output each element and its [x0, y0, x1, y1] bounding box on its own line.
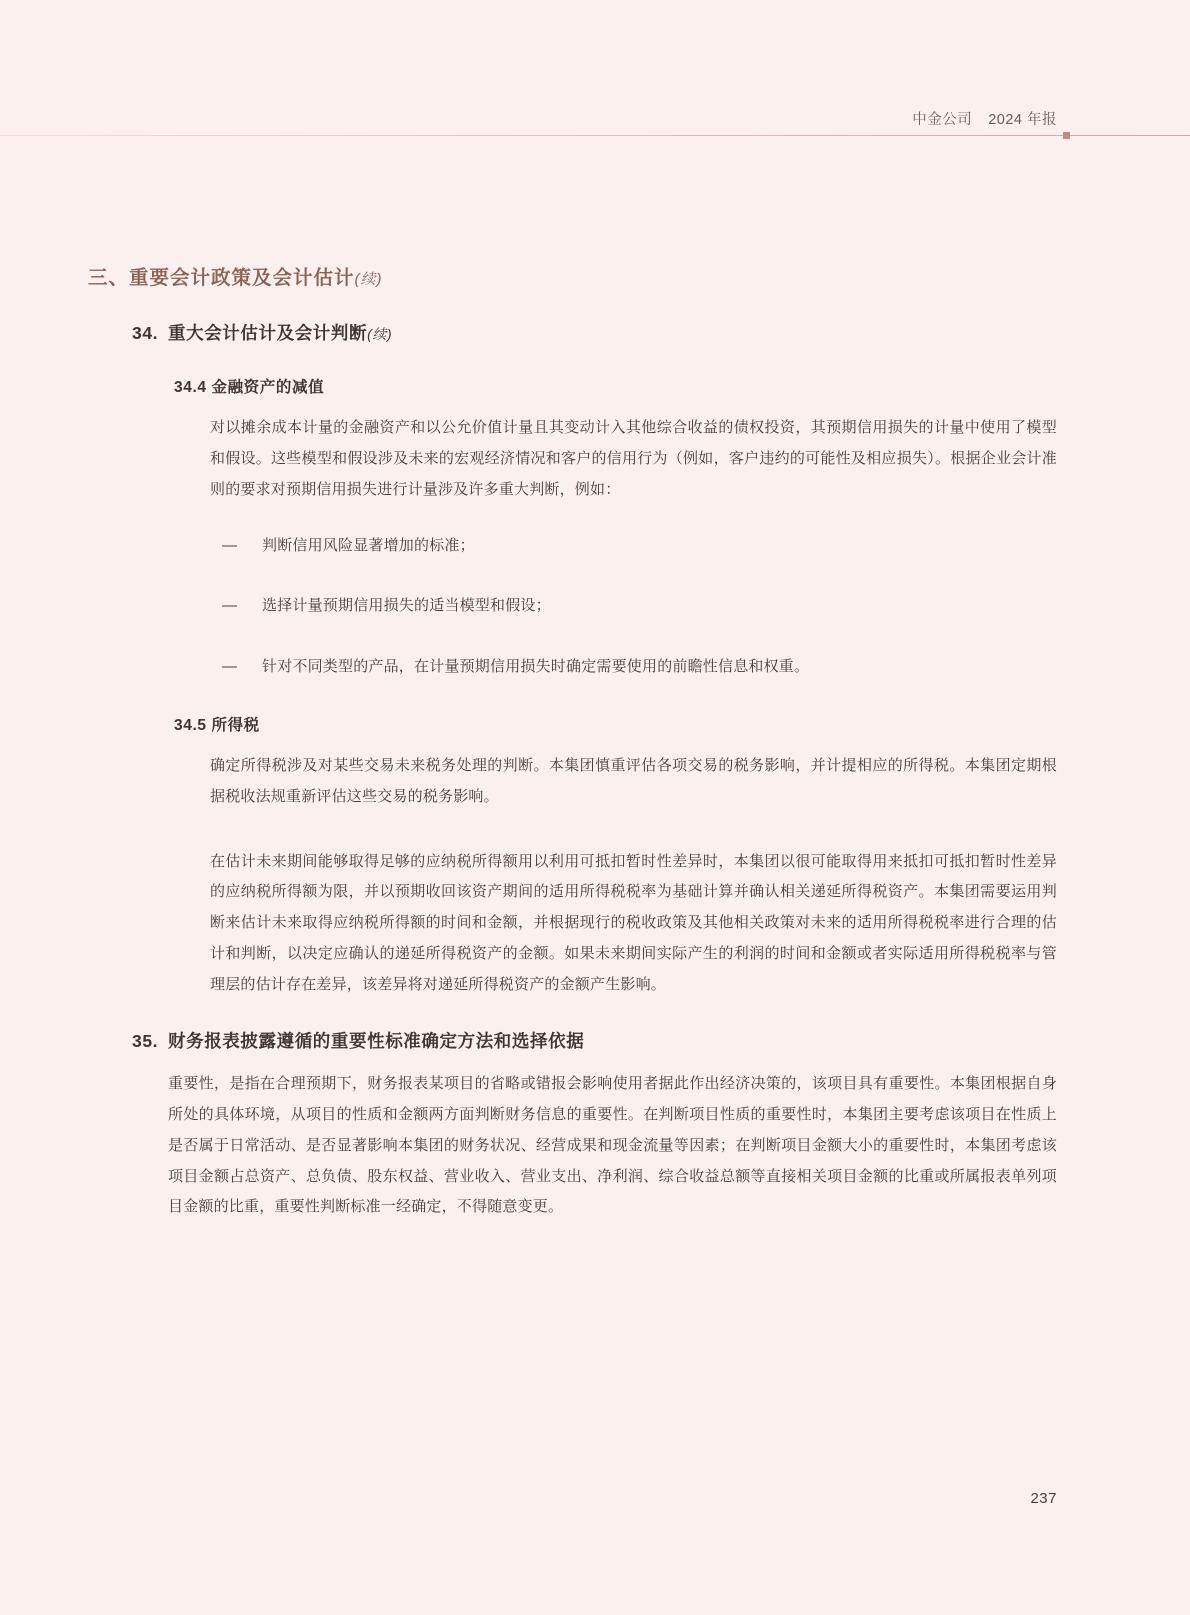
dash-marker-icon: —: [222, 597, 238, 615]
subsection-34-5-heading: 34.5 所得税: [174, 717, 260, 735]
page-content: [0, 265, 1190, 1223]
page-number: 237: [1030, 1490, 1057, 1507]
list-item: [0, 532, 1190, 561]
subsection-34-4-heading: 34.4 金融资产的减值: [174, 379, 325, 397]
item-34-title: 重大会计估计及会计判断: [168, 323, 368, 344]
subsection-34-4-paragraph: 对以摊余成本计量的金融资产和以公允价值计量且其变动计入其他综合收益的债权投资，其预期信用损失的计量中使用了模型和假设。这些模型和假设涉及未来的宏观经济情况和客户的信用行为（例如，客户违约的可能性及相应损失）。根据企业会计准则的要求对预期信用损失进行计量涉及许多重大判断，例如：: [210, 419, 1057, 498]
header-company: 中金公司: [912, 112, 973, 128]
section-heading: [0, 265, 1190, 292]
item-34-continued: (续): [367, 326, 393, 343]
header-divider: [0, 135, 1190, 136]
item-35-title: 财务报表披露遵循的重要性标准确定方法和选择依据: [168, 1031, 585, 1052]
list-item-text: 判断信用风险显著增加的标准；: [262, 536, 475, 554]
list-item: [0, 592, 1190, 621]
item-34-number: 34.: [132, 323, 159, 344]
item-35-heading: [0, 1028, 1190, 1053]
list-item: [0, 653, 1190, 682]
page-header: [0, 108, 1190, 144]
section-heading-text: 三、重要会计政策及会计估计: [88, 267, 355, 289]
dash-marker-icon: —: [222, 657, 238, 675]
subsection-34-5-paragraph-1: 确定所得税涉及对某些交易未来税务处理的判断。本集团慎重评估各项交易的税务影响，并计提相应的所得税。本集团定期根据税收法规重新评估这些交易的税务影响。: [210, 757, 1057, 805]
list-item-text: 选择计量预期信用损失的适当模型和假设；: [262, 597, 551, 615]
item-35-paragraph: 重要性，是指在合理预期下，财务报表某项目的省略或错报会影响使用者据此作出经济决策的，该项目具有重要性。本集团根据自身所处的具体环境，从项目的性质和金额两方面判断财务信息的重要性。在判断项目性质的重要性时，本集团主要考虑该项目在性质上是否属于日常活动、是否显著影响本集团的财务状况、经营成果和现金流量等因素；在判断项目金额大小的重要性时，本集团考虑该项目金额占总资产、总负债、股东权益、营业收入、营业支出、净利润、综合收益总额等直接相关项目金额的比重或所属报表单列项目金额的比重，重要性判断标准一经确定，不得随意变更。: [168, 1075, 1057, 1216]
section-heading-continued: (续): [354, 271, 383, 288]
item-35-number: 35.: [132, 1031, 159, 1052]
header-accent-square: [1063, 132, 1070, 139]
subsection-34-5-paragraph-2: 在估计未来期间能够取得足够的应纳税所得额用以利用可抵扣暂时性差异时，本集团以很可能取得用来抵扣可抵扣暂时性差异的应纳税所得额为限，并以预期收回该资产期间的适用所得税税率为基础计算并确认相关递延所得税资产。本集团需要运用判断来估计未来取得应纳税所得额的时间和金额，并根据现行的税收政策及其他相关政策对未来的适用所得税税率进行合理的估计和判断，以决定应确认的递延所得税资产的金额。如果未来期间实际产生的利润的时间和金额或者实际适用所得税税率与管理层的估计存在差异，该差异将对递延所得税资产的金额产生影响。: [210, 852, 1057, 993]
header-text: [912, 108, 1057, 129]
header-report: 2024 年报: [988, 112, 1057, 128]
dash-marker-icon: —: [222, 536, 238, 554]
item-34-heading: [0, 320, 1190, 345]
list-item-text: 针对不同类型的产品，在计量预期信用损失时确定需要使用的前瞻性信息和权重。: [262, 657, 810, 675]
subsection-34-4-bullet-list: [0, 532, 1190, 682]
